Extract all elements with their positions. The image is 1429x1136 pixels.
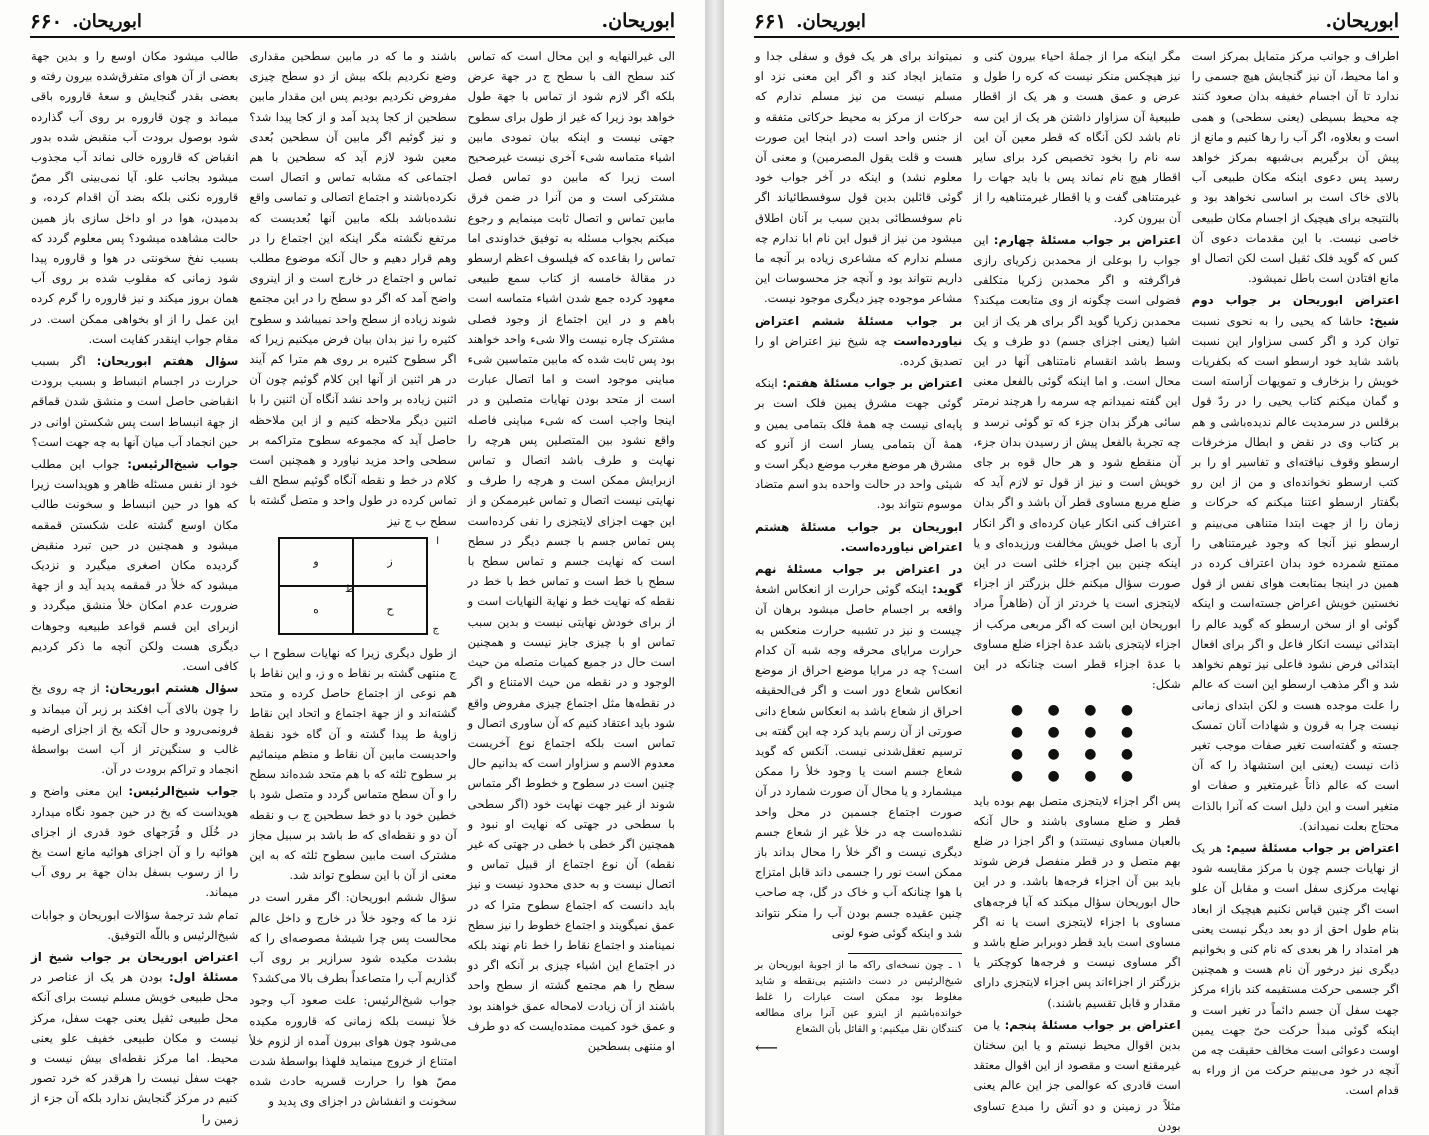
section-heading: اعتراض بر جواب مسئلهٔ هفتم:: [782, 376, 963, 391]
section-heading: در اعتراض بر جواب مسئلهٔ نهم گوید:: [755, 562, 963, 597]
figure-label-top-right: ا: [436, 535, 440, 547]
right-page-number-group: [754, 9, 866, 33]
section-heading: سؤال هشتم ابوریحان:: [104, 681, 239, 696]
right-section: [755, 311, 962, 372]
right-section: [755, 559, 962, 943]
section-text: جواب این مطلب خود از نفس مسئله ظاهر و هویداست زیرا که هوا در حین انبساط و سخونت طالب مکان اوسع گشته علت شکستن قمقمه میشود و همچنین در حین تبرد منقبض گردیده مکان اصغری میگیرد و نزدیک میشود که خلأ در قمقمه پدید آید و از جهة ضرورت عدم امکان خلأ منشق میگردد و ازبرای این قسم قواعد طبیعیه وجوهات دیگری هست ولکن آنچه ما ذکر کردیم کافی است.: [31, 457, 239, 674]
figure-cell: ز: [353, 538, 427, 586]
section-text: این معنی واضح و هویداست که یخ در حین جمود نگاه میدارد در خُلَل و فُرَجهای خود قدری از اجزای هوائیه را و آن اجزای هوائیه مانع است یخ را از رسوب بسفل بدان جهة بر روی آب میماند.: [31, 784, 239, 900]
right-column-2: [972, 46, 1181, 1133]
dot-row: ● ● ● ●: [1010, 723, 1144, 740]
right-column-3: [754, 46, 962, 1123]
section-heading: جواب شیخ‌الرئیس:: [127, 457, 239, 472]
left-page-header: [30, 6, 675, 38]
right-page: [724, 0, 1429, 1135]
paragraph: باشند و ما که در مابین سطحین مقداری وضع نکردیم بلکه بیش از دو سطح چیزی مفروض نکردیم بودیم پس این مقدار مابین سطحین از کجا پدید آمد و از کجا پیدا شد؟ و نیز گوئیم اگر مابین آن سطحین بُعدی معین شود لازم آید که سطحین با هم اجتماعی که مشابه تماس و اتصال است نکرده‌باشند و اجتماع اتصالی و تماسی واقع نشده‌باشد بلکه مابین آنها بُعدیست که مرتفع نگشته مگر اینکه این اجتماع را در وهم قرار دهیم و حال آنکه موضوع مطلب تماس و اجتماع در خارج است و از اینروی واضح آمد که اگر دو سطح را در این مجتمع شوند زیاده از سطح واحد نمیباشد و سطوح کثیره را نیز بدان بیان فرض میکنیم زیرا که اگر سطوح کثیره بر روی هم مترا کم آیند در هر اثنین از آنها این کلام گوئیم چون آن اثنین زیاده بر واحد نشد آنگاه آن اثنین را با اثنین دیگر ملاحظه کنیم و از این ملاحظه حاصل آید که مجموعه سطوح متراکمه بر سطحی واحد مزید نیاورد و همچنین است کلام در خط و نقطه آنگاه گوئیم سطح الف تماس کرده در طول واحد و متصل گشته با سطح ب ج نیز: [249, 49, 457, 528]
figure-label-center: ط: [345, 583, 355, 595]
right-section: [1192, 290, 1399, 835]
section-text: پس اگر اجزاء لایتجزی متصل بهم بوده باید قطر و ضلع مساوی باشند و حال آنکه بالعیان مساوی نیستند) و اگر اجزا در ضلع بهم متصل و در قطر منفصل فرض شوند باید بین آن اجزاء فرجه‌ها باشد. و در این حال ابوریحان سؤال میکند که آیا فرجه‌های مساوی با اجزاء لایتجزی است یا نه اگر مساوی است باید قطر دوبرابر ضلع باشد و اگر مساوی نیست و فرجه‌ها کوچکتر یا بزرگتر از اجزاء‌اند پس اجزاء لایتجزی دارای مقدار و قابل تقسیم باشند.): [973, 793, 1181, 1010]
figure-cell: و: [279, 538, 353, 586]
right-page-number-title: ابوریحان.: [796, 10, 866, 32]
left-running-title: ابوریحان.: [601, 10, 675, 32]
section-text: اینکه گوئی جهت مشرق یمین فلک است بر پایه‌ای نیست چه همهٔ فلک بتمامی یمین و همهٔ آن بتمامی یسار است از آنرو که مشرق هر موضع مغرب موضع دیگر است و شیئی واحد در حالت واحده بدو اسم متضاد موسوم نتواند بود.: [755, 376, 963, 512]
right-section: [1192, 838, 1399, 1101]
section-text: نمیتواند برای هر یک فوق و سفلی جدا و متمایز ایجاد کند و اگر این معنی نزد او مسلم نیست من نیز مسلم ندارم که حرکات از مرکز به محیط حرکاتی متفقه و از جنس واحد است (در اینجا این صورت هست و قلت یقول المصرمین) و معنی آن معلوم نشد) و اینکه در آخر جواب خود گوئی قائلین بدین قول سوفسطائیاند اگر نام سوفسطائی بدین سبب بر آنان اطلاق میشود من نیز از قبول این نام ابا ندارم چه مسلم ندارم که مشاعری زیاده بر آنچه ما داریم نتواند بود و آنچه جز محسوسات این مشاعر موجوده چیز دیگری موجود نیست.: [755, 49, 963, 306]
section-text: بودن هر یک از عناصر در محل طبیعی خویش مسلم نیست برای آنکه محل طبیعی ثقیل یعنی جهت سفل، مرکز نیست و مکان طبیعی خفیف علو یعنی محیط. اما مرکز نقطه‌ای بیش نیست و جهت سفل نیست را هرقدر که خرد تصور کنیم در مرکز گنجایش ندارد بلکه آن جزء از زمین را: [31, 970, 239, 1126]
paragraph: الی غیرالنهایه و این محال است که تماس کند سطح الف با سطح ج در جهة عرض بلکه اگر لازم شود از تماس با جهة طول خواهد بود زیرا که غیر از طول برای سطوح جهتی نیست و اینکه بیان نمودی مابین اشیاء متماسه شیء آخری نیست غیرصحیح است زیرا که مابین دو تماس فصل مشترکی است و من آنرا در ضمن فرق مابین تماس و اتصال ثابت مینمایم و رجوع میکنم بجواب مسئله به توفیق خداوندی اما تماس را بقاعده که فیلسوف اعظم ارسطو در مقالهٔ خامسه از کتاب سمع طبیعی معهود کرده جمع شدن اشیاء متماسه است باهم و در این اجتماع از وجود فصلی مشترک چاره نیست والا شیء واحد خواهند بود پس ثابت شده که مابین متماسین شیء مباینی موجود است و اما اتصال عبارت است از متحد بودن نهایات متصلین و در اینجا واجب است که شیء مباینی فاصله واقع نشود بین المتصلین پس هرچه را نهایت و طرف باشد اتصال و تماس ازبرایش ممکن است و هرچه را طرف و نهایتی نیست اتصال و تماس غیرممکن و از این جهت اجزای لایتجزی را نفی کرده‌است پس تماس جسم با جسم دیگر در سطح است که نهایت جسم و تماس سطح با سطح با خط است و تماس خط با خط در نقطه که نهایت خط و نهایة النهایات است و از برای خودش نهایتی نیست و بدین سبب تماس او با چیزی جایز نیست و همچنین است حال در جمیع کمیات متصله من حیث الوجود و در نقطه من حیث الامتناع و اگر در نقطه‌ها مثل اجتماع چیزی مفروض واقع شود باید اعتقاد کنیم که آن ساوری اتصال و تماس است بلکه اجتماع نوع آخریست معدوم الاسم و سزاوار است که بدانیم حال چنین است در سطوح و خطوط اگر متماس شوند از غیر جهت نهایت خود (اگر سطحی با سطحی در جهتی که نهایت او نبود و همچنین اگر خطی با خطی در جهتی که غیر نقطه) آن نوع اجتماع از قبیل تماس و اتصال نیست و به حدی محدود نیست و نیز باید دانست که اجتماع سطوح مترا که در عمق نمیگویند و اجتماع خطوط را نیز سطح نمینامند و اجتماع نقاط را خط نام نهند بلکه در اجتماع این اشیاء چیزی بر آنکه اگر دو سطح را هم مجتمع گشته از سطح واحد باشند از آن زیادت لامحاله عمق خواهند بود و عمق خود کمیت ممتده‌ایست که دو طرف او منتهی بسطحین: [467, 49, 675, 1053]
left-page-number: ۶۶۰: [30, 9, 63, 33]
right-page-header: [754, 6, 1399, 38]
section-text: اطراف و جوانب مرکز متمایل بمرکز است و اما محیط، آن نیز گنجایش هیچ جسمی را ندارد تا آن اجسام خفیفه بدان صعود کنند چه محیط بسیطی (یعنی سطحی) و همی است و بعلاوه، اگر آب را رها کنیم و مانع از پیش آن برگیریم بی‌شبهه بمرکز خواهد رسید پس دعوی اینکه مکان طبیعی آب بالای خاک است بر اساسی نخواهد بود و بالنتیجه برای هیچیک از اجسام مکان طبیعی خاصی نیست. با این مقدمات دعوی آن کس که گوید فلک ثقیل است لکن اتصال او مانع افتادن است باطل نمیشود.: [1191, 49, 1399, 286]
section-text: اگر بسبب حرارت در اجسام انبساط و بسبب برودت انقباضی حاصل است و منشق شدن قماقم از جهة انبساط است پس شکستن اوانی در حین انجماد آب میان آنها به چه جهت است؟: [31, 354, 239, 449]
right-section: [973, 791, 1180, 1013]
footnote: ۱ ـ چون نسخه‌ای راکه ما از اجوبهٔ ابوریحان بر شیخ‌الرئیس در دست داشتیم بی‌نقطه و شاید مغلوط بود ممکن است عبارات را غلط خوانده‌باشیم از اینرو عین آنرا برای مطالعه کنندگان نقل میکنیم: و القائل بأن الشعاع: [755, 959, 963, 1035]
dot-grid-figure: [973, 699, 1180, 787]
left-section: [31, 454, 238, 676]
left-section: [31, 781, 238, 902]
right-section: [755, 46, 962, 309]
section-heading: اعتراض بر جواب مسئلهٔ سیم:: [1226, 840, 1399, 855]
section-heading: ابوریحان بر جواب مسئلهٔ هشتم اعتراض نیاورده‌است.: [755, 519, 963, 554]
section-heading: اعتراض ابوریحان بر جواب دوم شیخ:: [1191, 293, 1399, 328]
right-section: [1192, 46, 1399, 288]
right-running-title: ابوریحان.: [1325, 10, 1399, 32]
right-page-number: ۶۶۱: [754, 9, 787, 33]
section-text: این جواب را بوعلی از محمدبن زکریای رازی فراگرفته و اگر محمدبن زکریا متکلفی فضولی است چگونه از وی متابعت میکند؟ محمدبن زکریا گوید اگر برای هر یک از این اشیا (یعنی اجزای جسم) دو طرف و یک وسط باشد انقسام نامتناهی آنها در این محال است. و اما اینکه گوئی بالفعل معنی این گفته نمیدانم چه سرمه را هرچند نرمتر سائی هرگز بدان جزء که تو گوئی نرسد و چه تجربهٔ بالفعل پیش از رسیدن بدان جزء، آن منقطع شود و هر حال قوه بر جای خویش است و نیز از قول تو لازم آید که ضلع مربع مساوی قطر آن باشد و اگر بدان اعتراف کنی انکار عیان کرده‌ای و اگر انکار آری با اصل خویش مخالفت ورزیده‌ای و یا اینکه چنین بین اجزاء خلئی است در این صورت سؤال میکنم خلل بزرگتر از اجزاء لایتجزی است یا خردتر از آن (ظاهراً مراد ابوریحان این است که اگر مربعی مرکب از اجزاء لایتجزی باشد عدهٔ اجزاء ضلع مساوی با عدهٔ اجزاء قطر است چنانکه در این شکل:: [973, 232, 1181, 692]
geometry-figure: [278, 535, 440, 635]
dot-row: ● ● ● ●: [1010, 745, 1144, 762]
left-section: [31, 947, 238, 1129]
left-page-number-group: [30, 9, 142, 33]
dot-row: ● ● ● ●: [1010, 701, 1144, 718]
section-heading: اعتراض بر جواب مسئلهٔ پنجم:: [1004, 1017, 1181, 1032]
paragraph: طالب میشود مکان اوسع را و بدین جهة بعضی از آن هوای متفرق‌شده بیرون رفته و بعضی بقدر گنجایش و سعهٔ قاروره باقی میماند و چون قاروره بر روی آب گذارده شود بوصول برودت آب منقبض شده بدور انقباض که قاروره خالی نماند آب مجذوب میشود بجانب علو. آیا نمی‌بینی اگر مصّ قاروره نکنی بلکه بضد آن اقدام کرده، و بدمیدن، هوا در او داخل سازی باز همین حالت مشاهده میشود؟ پس معلوم گردد که بسبب نفخ سخونتی در هوا و قاروره پیدا شود زمانی که مقلوب شده بر روی آب همان بروز میکند و نیز قاروره را گرم کرده این عمل را از او بخواهی ممکن است. در مقام جواب اینقدر کفایت است.: [31, 49, 239, 346]
section-heading: اعتراض ابوریحان بر جواب شیخ از مسئلهٔ اول:: [31, 949, 239, 985]
book-gutter: [705, 0, 724, 1135]
left-column-1: [467, 46, 675, 1123]
section-heading: جواب شیخ‌الرئیس:: [128, 784, 239, 799]
right-section: [973, 46, 1180, 228]
paragraph: سؤال ششم ابوریحان: اگر مقرر است در نزد ما که وجود خلأ در خارج و داخل عالم محالست پس چرا شیشهٔ مصوصه‌ای را که بشدت مکیده شود سرازیر بر روی آب گذاریم آب را متصاعداً بطرف بالا می‌کشد؟: [249, 890, 457, 986]
right-section: [973, 230, 1180, 695]
section-text: چه شیخ نیز اعتراض او را تصدیق کرده.: [755, 333, 963, 369]
paragraph: از طول دیگری زیرا که نهایات سطوح ا ب ج منتهی گشته بر نقاط ه و ز، و این نقاط با هم نوعی از اجتماع حاصل کرده و متحد گشته‌اند و از جهة اجتماع و اتحاد این نقاط زاویهٔ ط پیدا گشته و آن گاه خود نقطهٔ واحدیست مابین آن نقاط و منظم مینمائیم بر سطوح ثلثه که با هم متحد شده‌اند سطح را و آن سطح متماس گردد و متصل شود با خطین خود با دو خط سطحین ج ب و نقطه آن دو و نقطه‌ای که ط باشد بر سبیل مجاز مشترک است مابین سطوح ثلثه که به این معنی از آن با این سطوح تواند شد.: [249, 645, 457, 883]
section-text: تمام شد ترجمهٔ سؤالات ابوریحان و جوابات شیخ‌الرئیس و باللّه التوفیق.: [31, 907, 239, 942]
section-text: حاشا که یحیی را به نحوی نسبت توان کرد و اگر کسی سزاوار این نسبت باشد شاید خود ارسطو است که بکفریات خویش را بزخارف و تمویهات آراسته است و گمان میکنم کتاب یحیی را در ردّ قول برقلس در سرمدیت عالم ندیده‌باشی و هم بر کتاب وی در نقض و ابطال مزخرفات ارسطو وقوف نیافته‌ای و تفاسیر او را بر کتب ارسطو نخوانده‌ای و من از این رو بگفتار ارسطو اعتنا میکنم که حرکات و زمان را از جهت ابتدا متناهی می‌بینم و ارسطو نیز آنجا که وجود غیرمتناهی را ممتنع شمرده خود بدان اعتراف کرده در همین در اینجا بمتابعت هوای نفس از قول نخستین خویش اعراض جسته‌است و اینکه گوئی او از سخن ارسطو که گوید عالم را ابتدائی نیست انکار فاعل و اگر برای افعال ابتدائی فرض نشود فاعلی نیز توهم نخواهد شد و اگر مذهب ارسطو این است که عالم را علت موجده هست و لکن ابتدای زمانی نیست چرا به قرون و شهادات آنان تمسک جسته و گفته‌است تغیر صفات موجب تغیر ذات نیست (یعنی این استشهاد را که آن است که عالم ذاتاً غیرمتغیر و صفات او متغیر است و این دلیل است که آنرا بالذات محتاج بعلت نمیداند).: [1191, 313, 1399, 833]
continue-arrow-icon: ⟵: [755, 1037, 778, 1057]
left-column-2: [248, 46, 456, 1123]
right-section: [973, 1015, 1180, 1136]
section-text: اینکه گوئی حرارت از انعکاس اشعهٔ واقعه بر اجسام حاصل میشود برهان آن چیست و نیز در تشبیه حرارت منعکس به حرارت مرایای محرقه وجه شبه آن کدام است؟ چه در مرایا موضع احراق از موضع انعکاس شعاع دور است و اگر فی‌الحقیقه احراق از شعاع باشد به انعکاس شعاع دانی صورتی از آن رسم باید کرد چه این گفته بی ترسیم تعقل‌شدنی نیست. آنکس که گوید شعاع جسم است یا وجود خلأ را ممکن میشمارد و یا محال آن صورت شمارد در آن صورت اجتماع جسمین در محل واحد نشده‌است چه در خلأ غیر از شعاع جسم دیگری نیست و اگر خلأ را محال بداند باز ممکن است نور را جسمی داند قابل امتزاج با هوا چنانکه آب و خاک در گل، چه صاحب چنین عقیده جسم بودن آب را منکر نتواند شد و اینکه گوئی ضوء لونی: [755, 582, 963, 940]
section-heading: بر جواب مسئلهٔ ششم اعتراض نیاورده‌است: [755, 313, 963, 348]
section-text: یا من بدین اقوال محیط نیستم و یا این سخنان غیرمقنع است و مقصود از این اقوال معتقد است قادری که عوالمی جز این عالم یعنی مثلاً در زمینن و دو آتش را مبدع تساوی بودن: [973, 1017, 1181, 1133]
footnote-rule: [848, 953, 962, 954]
section-text: هر یک از نهایات جسم چون با مرکز مقایسه شود نهایت مرکزی سفل است و مقابل آن علو است اگر چنین قیاس نکنیم هیچیک از ابعاد بنام طول احق از دو بعد دیگر نیست یعنی هر امتداد را هر بعدی که نام کنی و بخوانیم دیگری نیز درخور آن نام هست و همچنین اگر جسمی حرکت مستقیمه کند بازاء مرکز جهت سفل آن جسم دائماً در تغیر است و اینکه گوئی مبدأ حرکت حیّ جهت یمین اوست دعوائی است مخالف حقیقت چه من آنچه در خود می‌بینم حرکت من از وراء به قدام است.: [1191, 840, 1399, 1098]
left-section: [31, 905, 238, 945]
section-text: از چه روی یخ را چون بالای آب افکند بر زبر آن میماند و فرونمی‌رود و حال آنکه یخ از اجزای ارضیه غالب و سنگین‌تر از آب است بواسطهٔ انجماد و تراکم برودت در آن.: [31, 681, 239, 777]
figure-cell: ه: [279, 586, 353, 634]
section-heading: اعتراض بر جواب مسئلهٔ چهارم:: [993, 232, 1181, 247]
left-section: [31, 678, 238, 779]
figure-cell: ح: [353, 586, 427, 634]
left-page-number-title: ابوریحان.: [72, 10, 142, 32]
left-page: [0, 0, 705, 1135]
section-heading: سؤال هفتم ابوریحان:: [96, 354, 239, 369]
dot-row: ● ● ● ●: [1010, 767, 1144, 784]
left-column-3: [30, 46, 239, 1126]
right-section: [755, 517, 962, 557]
left-section: [31, 351, 238, 452]
figure-label-bottom-right: ج: [432, 623, 440, 635]
right-column-1: [1191, 46, 1399, 1123]
right-columns: [754, 46, 1399, 1133]
left-columns: [30, 46, 675, 1126]
right-section: [755, 373, 962, 514]
paragraph: جواب شیخ‌الرئیس: علت صعود آب وجود خلأ نیست بلکه زمانی که قاروره مکیده می‌شود چون هوای بیرون آمده از لزوم خلأ امتناع از خروج مینماید فلهذا بواسطهٔ شدت مصّ هوا را حرارت قسریه حادث شده سخونت و انفشاش در اجزای وی پدید و: [249, 993, 457, 1109]
section-text: مگر اینکه مرا از جملهٔ احیاء بیرون کنی و نیز هیچکس منکر نیست که کره را طول و عرض و عمق هست و هر یک از اقطار طبیعیهٔ آن سزاوار داشتن هر یک از این سه نام باشد لکن آنگاه که قطر معین آن این سه نام را بخود تخصیص کرد برای سایر اقطار هیچ نام نماند پس با باید جهات را غیرمتناهی گفت و یا اقطار غیرمتناهیه را از آن بیرون کرد.: [973, 49, 1181, 225]
